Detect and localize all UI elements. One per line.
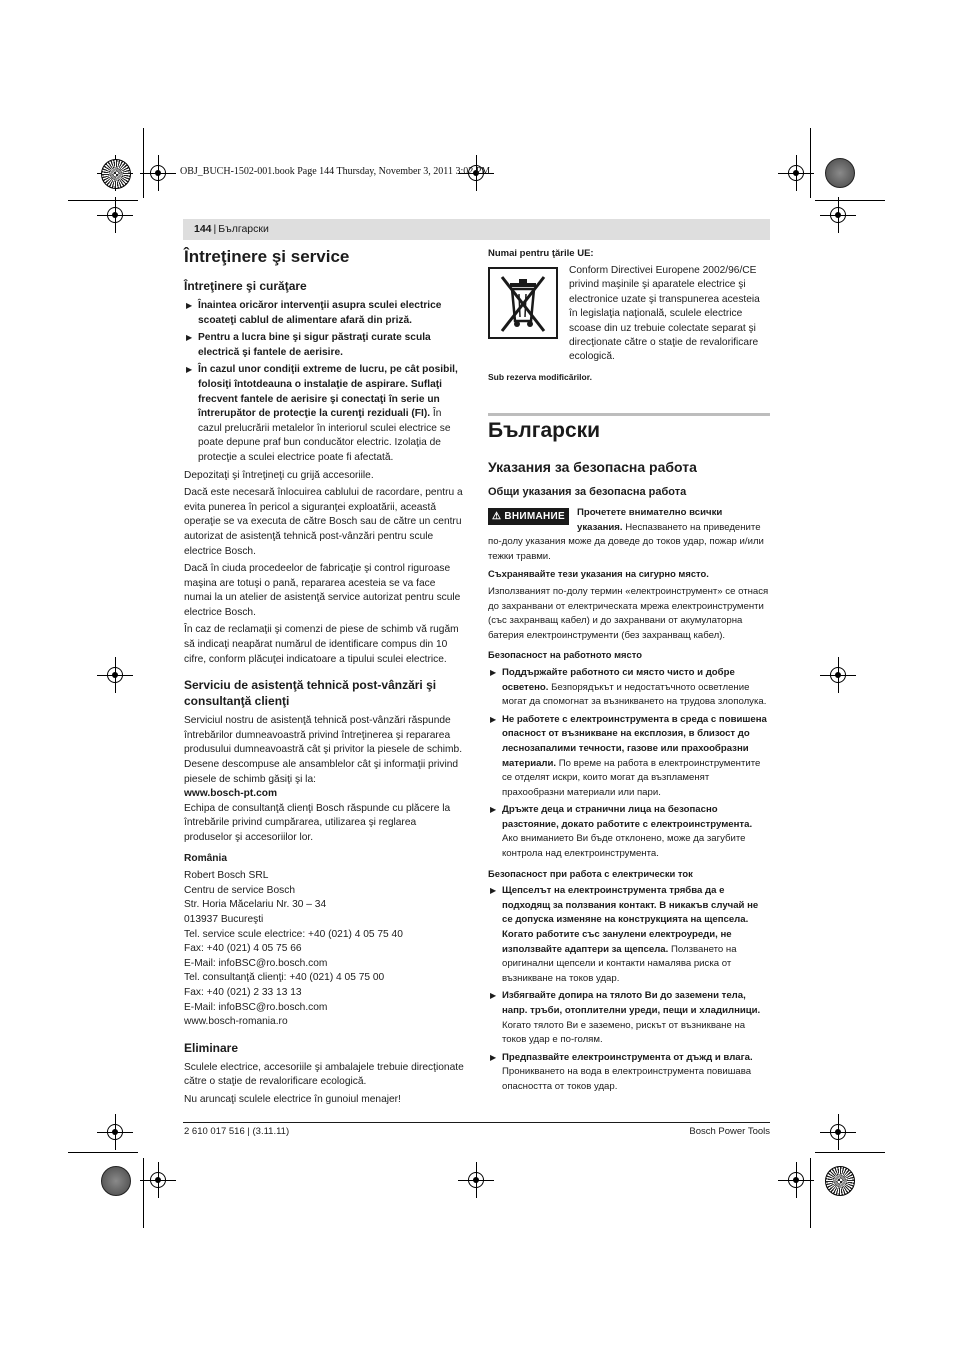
language-section-title: Български bbox=[488, 419, 601, 442]
address-line[interactable]: www.bosch-romania.ro bbox=[184, 1016, 288, 1028]
trim-mark bbox=[815, 1152, 885, 1153]
warning-text: Неспазването на приведените по-долу указания може да доведе до токов удар, пожар и/или тежки травми. bbox=[488, 521, 764, 562]
address-line: Fax: +40 (021) 2 33 13 13 bbox=[184, 986, 302, 998]
subheading-maintenance-cleaning: Întreţinere şi curăţare bbox=[184, 279, 307, 293]
address-block bbox=[184, 869, 466, 1030]
left-column bbox=[184, 246, 466, 1111]
bullet-arrow-icon: ▶ bbox=[186, 365, 193, 375]
footer-brand: Bosch Power Tools bbox=[689, 1126, 770, 1137]
bullet-text: În cazul prelucrării metalelor în interiorul sculei electrice se poate depune praf bun conducător electric. Izolaţia de protecţie a sculei electrice poate fi afectată. bbox=[198, 408, 451, 463]
bullet-item bbox=[184, 363, 466, 465]
paragraph: În caz de reclamaţii şi comenzi de piese de schimb vă rugăm să indicaţi neapărat numărul de identificare compus din 10 cifre, conform plăcuţei indicatoare a tipului sculei electrice. bbox=[184, 624, 459, 665]
warning-block bbox=[488, 506, 770, 564]
paragraph: Dacă în ciuda procedeelor de fabricaţie şi control riguroase maşina are totuşi o pană, repararea acesteia se va face numai la un atelier de asistenţă service autorizat pentru scule electrice Bosch. bbox=[184, 563, 461, 618]
workplace-safety-heading: Безопасност на работното място bbox=[488, 649, 642, 661]
paragraph: Nu aruncaţi sculele electrice în gunoiul menajer! bbox=[184, 1093, 401, 1105]
keep-instructions: Съхранявайте тези указания на сигурно място. bbox=[488, 568, 709, 580]
paragraph: Serviciul nostru de asistenţă tehnică post-vânzări răspunde întrebărilor dumneavoastră privind întreţinerea şi repararea produsului dumneavoastră cât şi privitor la piesele de schimb. Desene descompuse ale ansamblelor cât şi informaţii privind piesele de schimb găsiţi şi la: bbox=[184, 715, 463, 785]
page-header-bar bbox=[183, 219, 770, 240]
paragraph: Sculele electrice, accesoriile şi ambalajele trebuie direcţionate către o staţie de revalorificare ecologică. bbox=[184, 1061, 464, 1088]
bullet-arrow-icon: ▶ bbox=[186, 301, 193, 310]
trim-mark bbox=[68, 1152, 138, 1153]
bullet-item bbox=[488, 884, 770, 986]
website-link[interactable]: www.bosch-pt.com bbox=[184, 788, 278, 800]
bullet-text-bold: Избягвайте допира на тялото Ви до заземени тела, напр. тръби, отоплителни уреди, пещи и хладилници. bbox=[502, 990, 761, 1016]
trim-mark bbox=[68, 200, 138, 201]
page-number: 144 bbox=[194, 223, 212, 235]
bullet-text-bold: Дръжте деца и странични лица на безопасно разстояние, докато работите с електроинструмента. bbox=[502, 804, 753, 830]
trim-mark bbox=[143, 128, 144, 198]
bullet-text: По време на работа в електроинструментите се отделят искри, които могат да възпламенят прахообразни материали или пари. bbox=[502, 757, 761, 798]
bullet-text-bold: Щепселът на електроинструмента трябва да е подходящ за ползвания контакт. В никакъв случай не се допуска изменяне на конструкцията на щепсела. Когато работите със занулени електроуреди, не използвайте адаптери за щепсела. bbox=[502, 885, 759, 955]
bullet-item bbox=[488, 803, 770, 861]
bullet-arrow-icon: ▶ bbox=[490, 714, 497, 724]
safety-title: Указания за безопасна работа bbox=[488, 459, 697, 475]
trim-mark bbox=[810, 1158, 811, 1228]
bullet-text-bold: Предпазвайте електроинструмента от дъжд и влага. bbox=[502, 1051, 753, 1063]
bullet-text: Ползването на оригинални щепсели и контакти намалява риска от възникване на токов удар. bbox=[502, 943, 737, 984]
country-heading: România bbox=[184, 852, 228, 864]
general-safety-heading: Общи указания за безопасна работа bbox=[488, 486, 687, 498]
address-line[interactable]: E-Mail: infoBSC@ro.bosch.com bbox=[184, 1001, 328, 1013]
bullet-text-bold: În cazul unor condiţii extreme de lucru, pe cât posibil, folosiţi întotdeauna o instalaţie de aspirare. Suflaţi frecvent fantele de aerisire şi conectaţi în serie un întrerupător de protecţie la curenţi reziduali (FI). bbox=[198, 364, 458, 420]
footer-document-number: 2 610 017 516 | (3.11.11) bbox=[184, 1126, 290, 1137]
subheading-disposal: Eliminare bbox=[184, 1040, 239, 1055]
page-header-separator: | bbox=[213, 223, 217, 235]
running-head: OBJ_BUCH-1502-001.book Page 144 Thursday, November 3, 2011 3:02 PM bbox=[180, 166, 491, 177]
section-title-maintenance: Întreţinere şi service bbox=[184, 247, 350, 266]
bullet-text: Проникването на вода в електроинструмента повишава опасността от токов удар. bbox=[502, 1066, 752, 1092]
electrical-safety-heading: Безопасност при работа с електрически ток bbox=[488, 867, 693, 879]
bullet-arrow-icon: ▶ bbox=[490, 886, 497, 896]
registration-disc-top-left bbox=[101, 159, 131, 189]
registration-disc-bottom-right bbox=[825, 1166, 855, 1196]
bullet-text-bold: Не работете с електроинструмента в среда с повишена опасност от възникване на експлозия, в близост до леснозапалими течности, газове или прахообразни материали. bbox=[502, 713, 767, 769]
footer-rule bbox=[183, 1122, 770, 1123]
trim-mark bbox=[815, 200, 885, 201]
subheading-after-sales-service: Serviciu de asistenţă tehnică post-vânzări şi consultanţă clienţi bbox=[184, 678, 437, 709]
address-line: Str. Horia Măcelariu Nr. 30 – 34 bbox=[184, 899, 327, 911]
registration-disc-top-right bbox=[825, 158, 855, 188]
bullet-text: Pentru a lucra bine şi sigur păstraţi curate scula electrică şi fantele de aerisire. bbox=[198, 332, 431, 358]
bullet-arrow-icon: ▶ bbox=[490, 805, 497, 815]
weee-crossed-bin-icon bbox=[488, 267, 558, 339]
bullet-item bbox=[184, 331, 466, 360]
page-header-language: Български bbox=[218, 223, 269, 235]
address-line: Tel. service scule electrice: +40 (021) 4 05 75 40 bbox=[184, 928, 403, 940]
bullet-item bbox=[184, 299, 466, 328]
term-definition: Използваният по-долу термин «електроинструмент» се отнася до захранвани от електрическата мрежа електроинструменти (със захранващ кабел) и до захранвани от акумулаторна батерия електроинструменти (без захранващ кабел). bbox=[488, 585, 769, 641]
address-line[interactable]: E-Mail: infoBSC@ro.bosch.com bbox=[184, 957, 328, 969]
warning-badge-label: ВНИМАНИЕ bbox=[504, 511, 566, 522]
bullet-text: Ако вниманието Ви бъде отклонено, може да загубите контрола над електроинструмента. bbox=[502, 833, 746, 860]
bullet-text-bold: Поддържайте работното си място чисто и добре осветено. bbox=[502, 666, 735, 693]
bullet-item bbox=[488, 713, 770, 801]
bullet-arrow-icon: ▶ bbox=[490, 1052, 497, 1062]
bullet-arrow-icon: ▶ bbox=[186, 333, 193, 343]
eu-heading: Numai pentru ţările UE: bbox=[488, 248, 594, 259]
reserve-note: Sub rezerva modificărilor. bbox=[488, 372, 592, 382]
registration-disc-bottom-left bbox=[101, 1166, 131, 1196]
trim-mark bbox=[810, 128, 811, 198]
section-divider bbox=[488, 413, 770, 416]
address-line: 013937 Bucureşti bbox=[184, 913, 264, 925]
bullet-text: Когато тялото Ви е заземено, рискът от възникване на токов удар е по-голям. bbox=[502, 1019, 746, 1046]
eu-text: Conform Directivei Europene 2002/96/CE privind maşinile şi aparatele electrice şi electronice uzate şi transpunerea acesteia în legislaţia naţională, sculele electrice scoase din uz trebuie colectate separat şi direcţionate către o staţie de revalorificare ecologică. bbox=[569, 265, 760, 363]
bullet-arrow-icon: ▶ bbox=[490, 667, 497, 677]
warning-text-bold: Прочетете внимателно всички указания. bbox=[577, 507, 723, 533]
address-line: Tel. consultanţă clienţi: +40 (021) 4 05 75 00 bbox=[184, 972, 385, 984]
warning-badge: ⚠ ВНИМАНИЕ bbox=[488, 508, 569, 525]
bullet-arrow-icon: ▶ bbox=[490, 991, 497, 1001]
right-column bbox=[488, 452, 770, 1098]
address-line: Robert Bosch SRL bbox=[184, 870, 269, 882]
paragraph: Dacă este necesară înlocuirea cablului de racordare, pentru a evita punerea în pericol a siguranţei exploatării, aceastǎ operaţie se va executa de către Bosch sau de către un centru autorizat de asistenţă tehnică post-vânzări pentru scule electrice Bosch. bbox=[184, 487, 463, 557]
paragraph: Echipa de consultanţă clienţi Bosch răspunde cu plăcere la întrebările privind cumpărarea, utilizarea şi reglarea produselor şi accesoriilor lor. bbox=[184, 802, 451, 843]
trim-mark bbox=[143, 1158, 144, 1228]
bullet-text: Безпорядъкът и недостатъчното осветление могат да спомогнат за възникването на трудова злополука. bbox=[502, 681, 767, 708]
address-line: Centru de service Bosch bbox=[184, 884, 295, 896]
address-line: Fax: +40 (021) 4 05 75 66 bbox=[184, 943, 302, 955]
bullet-item bbox=[488, 666, 770, 710]
paragraph: Depozitaţi şi întreţineţi cu grijă accesoriile. bbox=[184, 469, 374, 481]
bullet-item bbox=[488, 989, 770, 1047]
bullet-item bbox=[488, 1051, 770, 1095]
bullet-text: Înaintea oricăror intervenţii asupra sculei electrice scoateţi cablul de alimentare afară din priză. bbox=[198, 300, 442, 326]
